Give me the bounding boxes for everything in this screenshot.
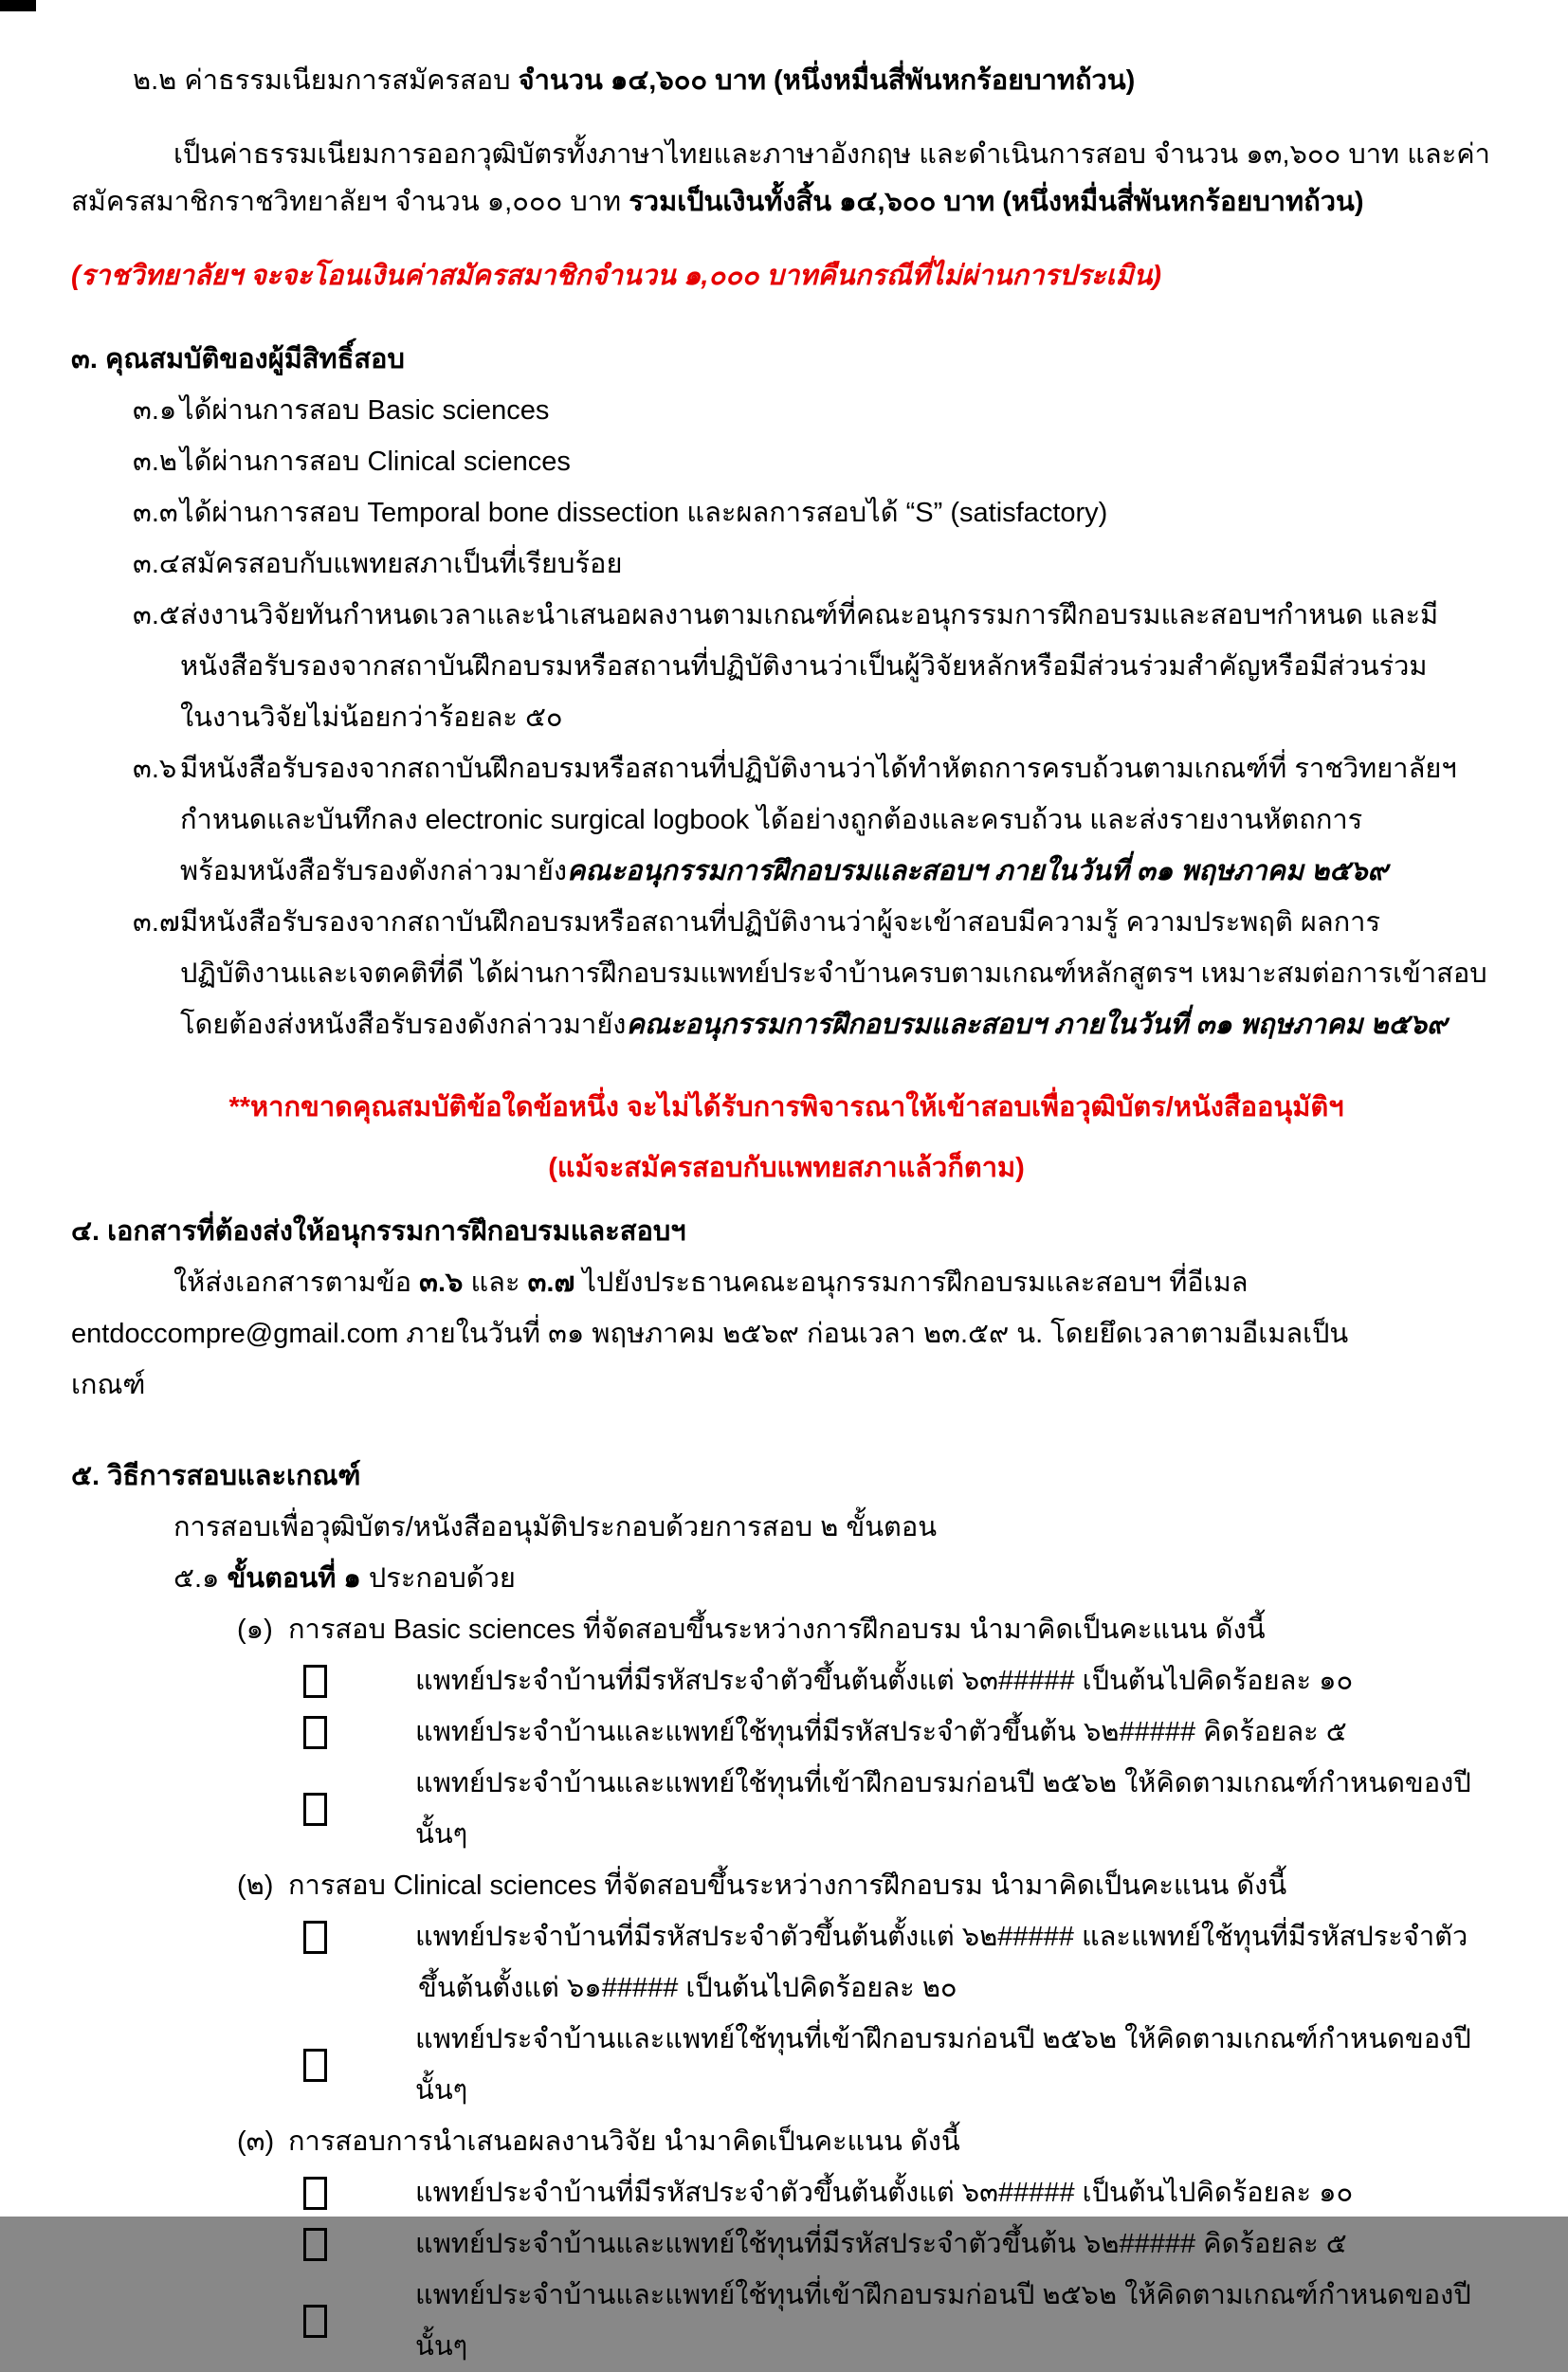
item-number: ๓.๔ <box>133 549 180 579</box>
item-text: ได้ผ่านการสอบ Clinical sciences <box>180 447 571 477</box>
section4-line3: เกณฑ์ <box>71 1370 146 1400</box>
checkbox-icon <box>303 1921 327 1954</box>
group-number: (๓) <box>237 2126 275 2157</box>
checkbox-label: แพทย์ประจำบ้านที่มีรหัสประจำตัวขึ้นต้นตั้งแต่ ๖๓##### เป็นต้นไปคิดร้อยละ ๑๐ <box>415 2178 1354 2208</box>
checkbox-icon <box>303 1793 327 1826</box>
qualification-item-3-4 <box>71 538 1502 590</box>
section3-heading: ๓. คุณสมบัติของผู้มีสิทธิ์สอบ <box>71 344 405 374</box>
qualification-item-3-3 <box>71 487 1502 538</box>
fee-paragraph-line2 <box>71 178 1502 226</box>
checkbox-label: แพทย์ประจำบ้านและแพทย์ใช้ทุนที่มีรหัสประจำตัวขึ้นต้น ๖๒##### คิดร้อยละ ๕ <box>415 2229 1347 2259</box>
item-deadline-emphasis: คณะอนุกรรมการฝึกอบรมและสอบฯ ภายในวันที่ ๓๑ พฤษภาคม ๒๕๖๙ <box>567 856 1388 886</box>
qualification-item-3-7-line2: ปฏิบัติงานและเจตคติที่ดี ได้ผ่านการฝึกอบรมแพทย์ประจำบ้านครบตามเกณฑ์หลักสูตรฯ เหมาะสมต่อการเข้าสอบ <box>180 958 1487 989</box>
checkbox-label: แพทย์ประจำบ้านที่มีรหัสประจำตัวขึ้นต้นตั้งแต่ ๖๒##### และแพทย์ใช้ทุนที่มีรหัสประจำตัว <box>415 1922 1468 1952</box>
item-text: โดยต้องส่งหนังสือรับรองดังกล่าวมายัง <box>180 1010 627 1040</box>
fee-heading-text: ๒.๒ ค่าธรรมเนียมการสมัครสอบ <box>133 65 519 96</box>
checkbox-row <box>71 2270 1502 2372</box>
section4-ref-3-6: ๓.๖ <box>419 1268 464 1298</box>
item-number: ๓.๒ <box>133 447 177 477</box>
checkbox-label: แพทย์ประจำบ้านและแพทย์ใช้ทุนที่เข้าฝึกอบรมก่อนปี ๒๕๖๒ ให้คิดตามเกณฑ์กำหนดของปีนั้นๆ <box>415 2280 1471 2362</box>
checkbox-row <box>71 2218 1502 2270</box>
checkbox-icon <box>303 1665 327 1698</box>
section4-line1-tail: ไปยังประธานคณะอนุกรรมการฝึกอบรมและสอบฯ ที่อีเมล <box>574 1268 1249 1298</box>
warning-block <box>71 1077 1502 1198</box>
refund-note: (ราชวิทยาลัยฯ จะจะโอนเงินค่าสมัครสมาชิกจำนวน ๑,๐๐๐ บาทคืนกรณีที่ไม่ผ่านการประเมิน) <box>71 261 1162 291</box>
item-number: ๓.๖ <box>133 754 177 784</box>
exam-group-1 <box>71 1604 1502 1655</box>
item-deadline-emphasis: คณะอนุกรรมการฝึกอบรมและสอบฯ ภายในวันที่ ๓๑ พฤษภาคม ๒๕๖๙ <box>626 1010 1448 1040</box>
item-number: ๓.๕ <box>133 600 180 630</box>
section4-ref-3-7: ๓.๗ <box>527 1268 575 1298</box>
checkbox-label: แพทย์ประจำบ้านและแพทย์ใช้ทุนที่เข้าฝึกอบรมก่อนปี ๒๕๖๒ ให้คิดตามเกณฑ์กำหนดของปีนั้นๆ <box>415 1768 1471 1850</box>
qualification-item-3-6 <box>71 743 1502 794</box>
qualification-item-3-5-line2: หนังสือรับรองจากสถาบันฝึกอบรมหรือสถานที่ปฏิบัติงานว่าเป็นผู้วิจัยหลักหรือมีส่วนร่วมสำคัญหรือมีส่วนร่วม <box>180 651 1428 682</box>
exam-group-3 <box>71 2116 1502 2167</box>
item-text: ได้ผ่านการสอบ Temporal bone dissection และผลการสอบได้ “S” (satisfactory) <box>180 498 1108 528</box>
checkbox-row <box>71 1911 1502 1962</box>
scan-artifact-mark <box>0 0 36 11</box>
qualification-item-3-2 <box>71 436 1502 487</box>
checkbox-row <box>71 1706 1502 1758</box>
qualification-item-3-5-line3: ในงานวิจัยไม่น้อยกว่าร้อยละ ๕๐ <box>180 702 563 733</box>
section5-intro: การสอบเพื่อวุฒิบัตร/หนังสืออนุมัติประกอบด้วยการสอบ ๒ ขั้นตอน <box>173 1512 938 1542</box>
item-text: สมัครสอบกับแพทยสภาเป็นที่เรียบร้อย <box>180 549 623 579</box>
checkbox-row <box>71 2167 1502 2218</box>
qualification-item-3-6-line2: กำหนดและบันทึกลง electronic surgical logbook ได้อย่างถูกต้องและครบถ้วน และส่งรายงานหัตถการ <box>180 805 1363 835</box>
checkbox-icon <box>303 2177 327 2210</box>
fee-paragraph-line1: เป็นค่าธรรมเนียมการออกวุฒิบัตรทั้งภาษาไทยและภาษาอังกฤษ และดำเนินการสอบ จำนวน ๑๓,๖๐๐ บาท และค่า <box>173 139 1490 170</box>
item-text: พร้อมหนังสือรับรองดังกล่าวมายัง <box>180 856 568 886</box>
qualification-item-3-5 <box>71 590 1502 641</box>
fee-paragraph-line2-total: รวมเป็นเงินทั้งสิ้น ๑๔,๖๐๐ บาท (หนึ่งหมื่นสี่พันหกร้อยบาทถ้วน) <box>629 187 1364 217</box>
item-text: มีหนังสือรับรองจากสถาบันฝึกอบรมหรือสถานที่ปฏิบัติงานว่าผู้จะเข้าสอบมีความรู้ ความประพฤติ ผลการ <box>180 907 1381 938</box>
checkbox-icon <box>303 2049 327 2082</box>
warning-line1: **หากขาดคุณสมบัติข้อใดข้อหนึ่ง จะไม่ได้รับการพิจารณาให้เข้าสอบเพื่อวุฒิบัตร/หนังสืออนุมัติฯ <box>228 1092 1344 1122</box>
group-title: การสอบ Clinical sciences ที่จัดสอบขึ้นระหว่างการฝึกอบรม นำมาคิดเป็นคะแนน ดังนี้ <box>288 1870 1287 1901</box>
checkbox-row <box>71 1758 1502 1860</box>
section4-line1-text: ให้ส่งเอกสารตามข้อ <box>173 1268 420 1298</box>
checkbox-label: แพทย์ประจำบ้านและแพทย์ใช้ทุนที่เข้าฝึกอบรมก่อนปี ๒๕๖๒ ให้คิดตามเกณฑ์กำหนดของปีนั้นๆ <box>415 2024 1471 2106</box>
section5-sub-5-1 <box>71 1553 1502 1604</box>
checkbox-label: แพทย์ประจำบ้านและแพทย์ใช้ทุนที่มีรหัสประจำตัวขึ้นต้น ๖๒##### คิดร้อยละ ๕ <box>415 1717 1347 1747</box>
sub-number: ๕.๑ <box>173 1563 228 1594</box>
qualification-item-3-1 <box>71 385 1502 436</box>
item-text: มีหนังสือรับรองจากสถาบันฝึกอบรมหรือสถานที่ปฏิบัติงานว่าได้ทำหัตถการครบถ้วนตามเกณฑ์ที่ ราชวิทยาลัยฯ <box>180 754 1457 784</box>
group-number: (๑) <box>237 1615 273 1645</box>
item-number: ๓.๓ <box>133 498 178 528</box>
group-number: (๒) <box>237 1870 274 1901</box>
checkbox-icon <box>303 1716 327 1749</box>
item-number: ๓.๑ <box>133 395 177 426</box>
fee-heading-amount: จำนวน ๑๔,๖๐๐ บาท (หนึ่งหมื่นสี่พันหกร้อยบาทถ้วน) <box>518 65 1136 96</box>
qualification-item-3-7-line3 <box>71 999 1502 1050</box>
item-text: ส่งงานวิจัยทันกำหนดเวลาและนำเสนอผลงานตามเกณฑ์ที่คณะอนุกรรมการฝึกอบรมและสอบฯกำหนด และมี <box>180 600 1439 630</box>
sub-tail: ประกอบด้วย <box>360 1563 516 1594</box>
warning-line2: (แม้จะสมัครสอบกับแพทยสภาแล้วก็ตาม) <box>548 1153 1025 1183</box>
group-title: การสอบการนำเสนอผลงานวิจัย นำมาคิดเป็นคะแนน ดังนี้ <box>288 2126 960 2157</box>
section4-line1-and: และ <box>463 1268 528 1298</box>
checkbox-icon <box>303 2305 327 2338</box>
section5-heading: ๕. วิธีการสอบและเกณฑ์ <box>71 1461 361 1491</box>
qualification-item-3-6-line3 <box>71 846 1502 897</box>
section4-line2-email: entdoccompre@gmail.com ภายในวันที่ ๓๑ พฤษภาคม ๒๕๖๙ ก่อนเวลา ๒๓.๕๙ น. โดยยึดเวลาตามอีเมลเป็น <box>71 1319 1349 1349</box>
fee-paragraph-line2-normal: สมัครสมาชิกราชวิทยาลัยฯ จำนวน ๑,๐๐๐ บาท <box>71 187 629 217</box>
fee-heading <box>71 57 1502 104</box>
checkbox-label-line2: ขึ้นต้นตั้งแต่ ๖๑##### เป็นต้นไปคิดร้อยละ ๒๐ <box>418 1973 957 2003</box>
section4-line1 <box>71 1257 1502 1308</box>
checkbox-icon <box>303 2228 327 2261</box>
checkbox-row <box>71 1655 1502 1706</box>
qualification-item-3-7 <box>71 897 1502 948</box>
section4-heading: ๔. เอกสารที่ต้องส่งให้อนุกรรมการฝึกอบรมและสอบฯ <box>71 1216 686 1247</box>
item-text: ได้ผ่านการสอบ Basic sciences <box>180 395 550 426</box>
checkbox-label: แพทย์ประจำบ้านที่มีรหัสประจำตัวขึ้นต้นตั้งแต่ ๖๓##### เป็นต้นไปคิดร้อยละ ๑๐ <box>415 1666 1354 1696</box>
item-number: ๓.๗ <box>133 907 180 938</box>
exam-group-2 <box>71 1860 1502 1911</box>
sub-step-bold: ขั้นตอนที่ ๑ <box>227 1563 361 1594</box>
checkbox-row <box>71 2014 1502 2116</box>
group-title: การสอบ Basic sciences ที่จัดสอบขึ้นระหว่างการฝึกอบรม นำมาคิดเป็นคะแนน ดังนี้ <box>288 1615 1266 1645</box>
